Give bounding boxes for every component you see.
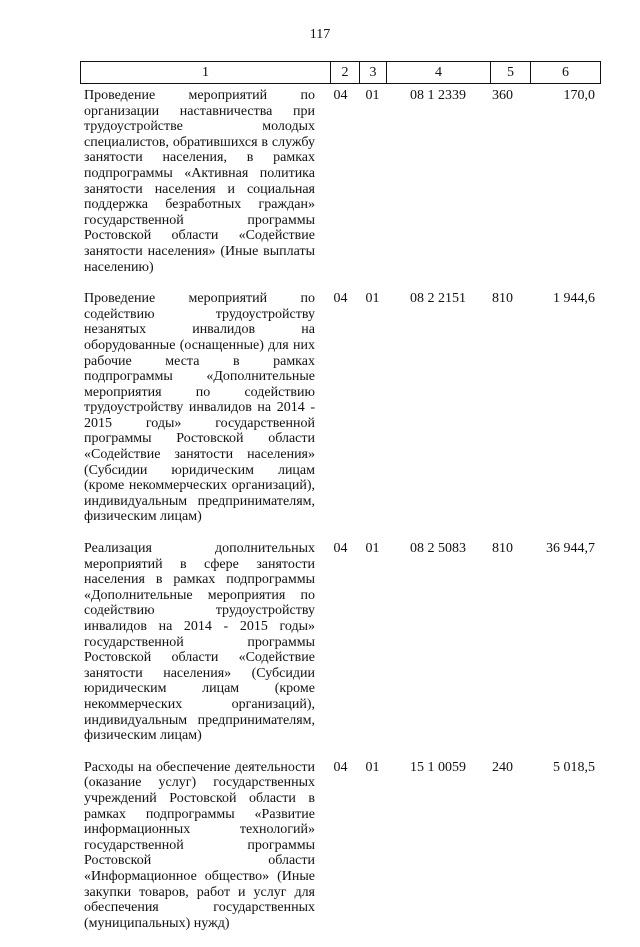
row-amount: 1 944,6 xyxy=(553,291,595,307)
column-header-5: 5 xyxy=(491,62,531,84)
row-section-code: 04 xyxy=(333,291,348,307)
row-section-code: 04 xyxy=(333,88,348,103)
row-amount: 5 018,5 xyxy=(553,759,595,775)
row-subsection-code: 01 xyxy=(365,759,380,775)
row-amount: 170,0 xyxy=(563,88,595,103)
row-target-article-code: 08 2 2151 xyxy=(410,291,466,307)
page-number: 117 xyxy=(309,27,331,42)
row-target-article-code: 08 1 2339 xyxy=(410,88,466,103)
row-description: Проведение мероприятий по организации наставничества при трудоустройстве молодых специалистов, обратившихся в службу занятости населения, в рамках подпрограммы «Активная политика занятости населения и социальная поддержка безработных граждан» государственной программы Ростовской области «Содействие занятости населения» (Иные выплаты населению) xyxy=(84,88,315,275)
row-section-code: 04 xyxy=(333,541,348,557)
column-header-2: 2 xyxy=(331,62,360,84)
row-target-article-code: 08 2 5083 xyxy=(410,541,466,557)
table-row xyxy=(80,760,600,932)
row-expense-type-code: 240 xyxy=(492,759,513,775)
row-expense-type-code: 360 xyxy=(492,88,513,103)
row-subsection-code: 01 xyxy=(365,88,380,103)
row-expense-type-code: 810 xyxy=(492,541,513,557)
column-header-row xyxy=(81,62,601,84)
budget-table-body xyxy=(80,88,600,947)
row-section-code: 04 xyxy=(333,759,348,775)
table-row xyxy=(80,291,600,525)
column-header-1: 1 xyxy=(81,62,331,84)
row-subsection-code: 01 xyxy=(365,541,380,557)
row-description: Реализация дополнительных мероприятий в сфере занятости населения в рамках подпрограммы «Дополнительные мероприятия по содействию трудоустройству инвалидов на 2014 - 2015 годы» государственной программы Ростовской области «Содействие занятости населения» (Субсидии юридическим лицам (кроме некоммерческих организаций), индивидуальным предпринимателям, физическим лицам) xyxy=(84,541,315,744)
column-header-4: 4 xyxy=(387,62,491,84)
row-subsection-code: 01 xyxy=(365,291,380,307)
column-header-table xyxy=(80,61,601,84)
column-header-3: 3 xyxy=(360,62,387,84)
row-description: Проведение мероприятий по содействию трудоустройству незанятых инвалидов на оборудованные (оснащенные) для них рабочие места в рамках подпрограммы «Дополнительные мероприятия по содействию трудоустройству инвалидов на 2014 - 2015 годы» государственной программы Ростовской области «Содействие занятости населения» (Субсидии юридическим лицам (кроме некоммерческих организаций), индивидуальным предпринимателям, физическим лицам) xyxy=(84,291,315,525)
row-target-article-code: 15 1 0059 xyxy=(410,759,466,775)
row-expense-type-code: 810 xyxy=(492,291,513,307)
row-amount: 36 944,7 xyxy=(546,541,595,557)
table-row xyxy=(80,541,600,744)
column-header-6: 6 xyxy=(531,62,601,84)
row-description: Расходы на обеспечение деятельности (оказание услуг) государственных учреждений Ростовской области в рамках подпрограммы «Развитие информационных технологий» государственной программы Ростовской области «Информационное общество» (Иные закупки товаров, работ и услуг для обеспечения государственных (муниципальных) нужд) xyxy=(84,759,315,931)
table-row xyxy=(80,88,600,275)
